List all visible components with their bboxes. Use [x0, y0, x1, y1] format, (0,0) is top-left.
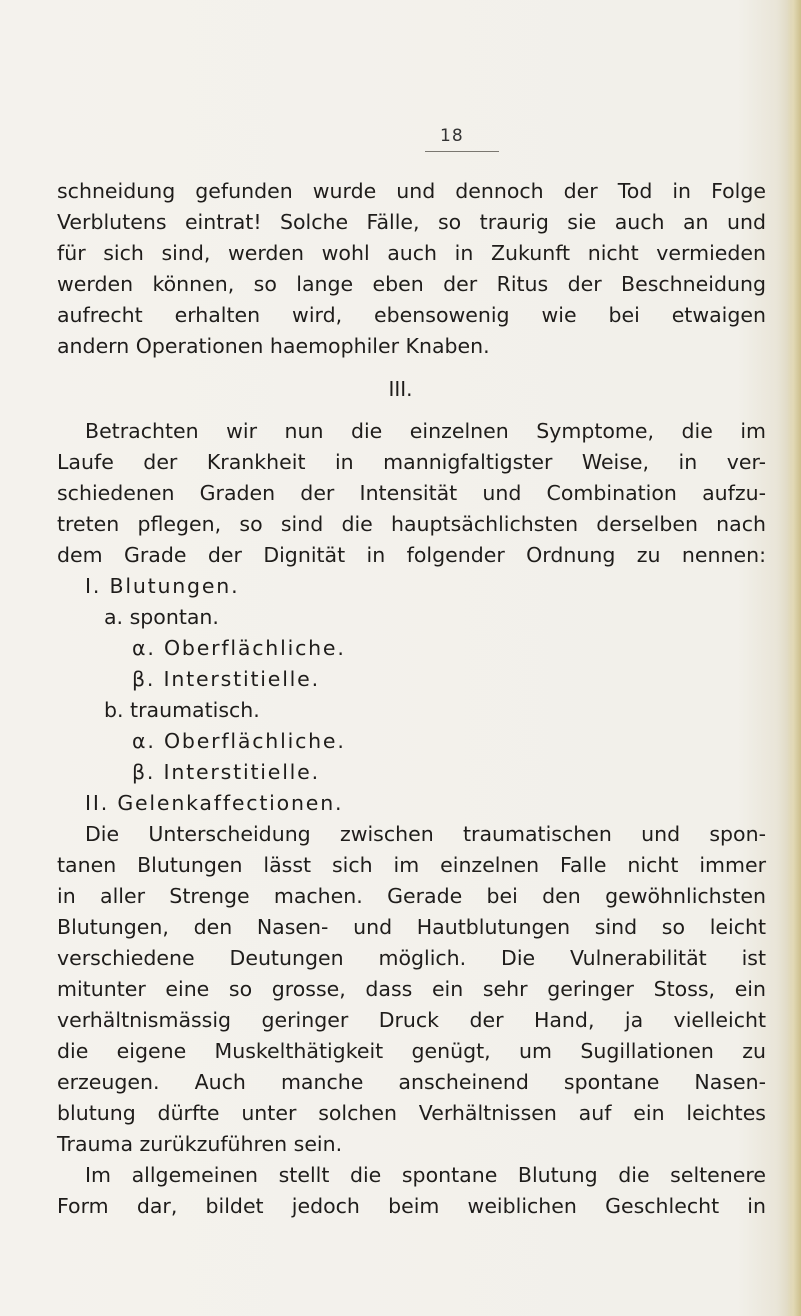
outline-item: α. Oberflächliche.: [132, 729, 346, 753]
text-line: mitunter eine so grosse, dass ein sehr geringer Stoss, ein: [57, 977, 766, 1001]
text-line: andern Operationen haemophiler Knaben.: [57, 334, 490, 358]
text-line: Form dar, bildet jedoch beim weiblichen Geschlecht in: [57, 1194, 766, 1218]
text-line: dem Grade der Dignität in folgender Ordnung zu nennen:: [57, 543, 766, 567]
text-line: Blutungen, den Nasen- und Hautblutungen sind so leicht: [57, 915, 766, 939]
text-line: Trauma zurükzuführen sein.: [57, 1132, 343, 1156]
outline-item: β. Interstitielle.: [132, 760, 320, 784]
text-line: verhältnismässig geringer Druck der Hand, ja vielleicht: [57, 1008, 766, 1032]
text-line: treten pflegen, so sind die hauptsächlichsten derselben nach: [57, 512, 766, 536]
text-line: Verblutens eintrat! Solche Fälle, so traurig sie auch an und: [57, 210, 766, 234]
outline-item: α. Oberflächliche.: [132, 636, 346, 660]
text-line: die eigene Muskelthätigkeit genügt, um Sugillationen zu: [57, 1039, 766, 1063]
text-line: tanen Blutungen lässt sich im einzelnen Falle nicht immer: [57, 853, 766, 877]
text-line: Betrachten wir nun die einzelnen Symptome, die im: [85, 419, 766, 443]
header-rule: [425, 151, 499, 152]
text-line: blutung dürfte unter solchen Verhältnissen auf ein leichtes: [57, 1101, 766, 1125]
outline-item: β. Interstitielle.: [132, 667, 320, 691]
text-line: Die Unterscheidung zwischen traumatischen und spon-: [85, 822, 766, 846]
outline-item: b. traumatisch.: [104, 698, 260, 722]
text-line: aufrecht erhalten wird, ebensowenig wie bei etwaigen: [57, 303, 766, 327]
text-line: Im allgemeinen stellt die spontane Blutung die seltenere: [85, 1163, 766, 1187]
text-line: in aller Strenge machen. Gerade bei den gewöhnlichsten: [57, 884, 766, 908]
page-edge: [787, 0, 801, 1316]
text-line: für sich sind, werden wohl auch in Zukunft nicht vermieden: [57, 241, 766, 265]
text-line: schiedenen Graden der Intensität und Combination aufzu-: [57, 481, 766, 505]
text-line: verschiedene Deutungen möglich. Die Vulnerabilität ist: [57, 946, 766, 970]
text-line: werden können, so lange eben der Ritus der Beschneidung: [57, 272, 766, 296]
text-line: erzeugen. Auch manche anscheinend spontane Nasen-: [57, 1070, 766, 1094]
section-heading: III.: [388, 377, 413, 401]
outline-item: a. spontan.: [104, 605, 219, 629]
outline-item: II. Gelenkaffectionen.: [85, 791, 344, 815]
text-line: Laufe der Krankheit in mannigfaltigster Weise, in ver-: [57, 450, 766, 474]
text-line: schneidung gefunden wurde und dennoch der Tod in Folge: [57, 179, 766, 203]
outline-item: I. Blutungen.: [85, 574, 240, 598]
page-number: 18: [440, 126, 464, 146]
